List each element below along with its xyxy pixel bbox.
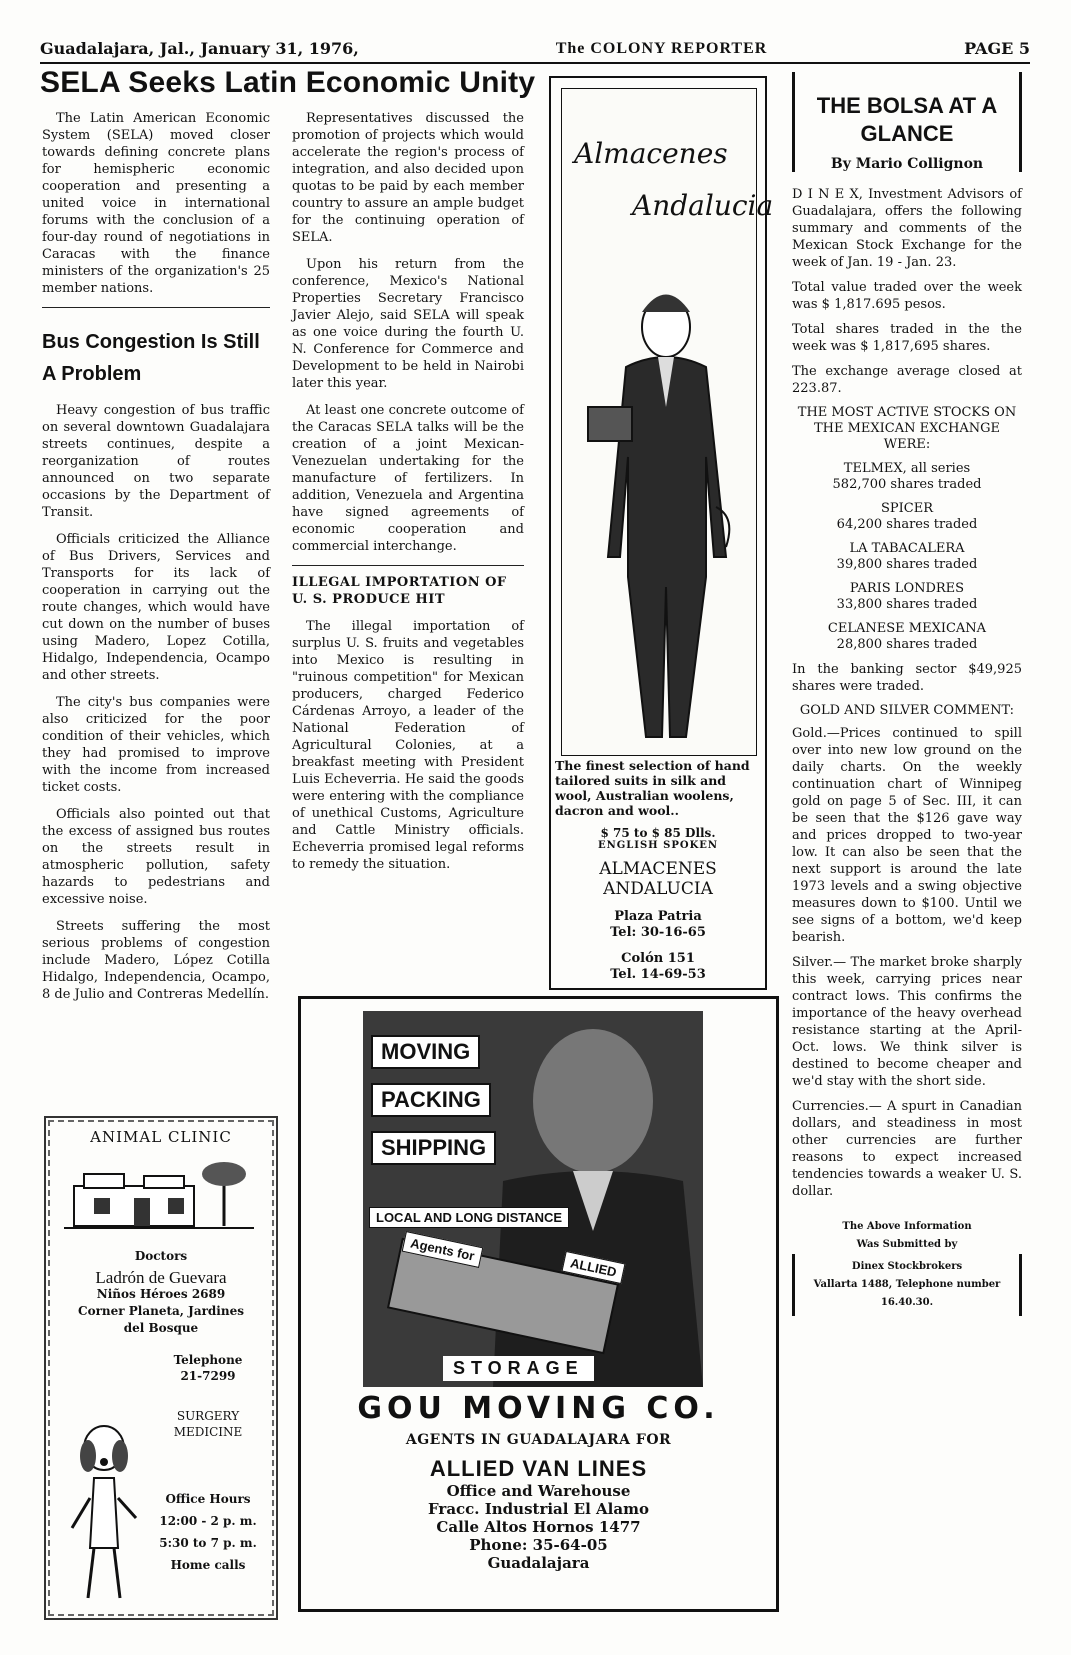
clinic-address: Corner Planeta, Jardines — [78, 1304, 244, 1318]
bolsa-average: The exchange average closed at 223.87. — [792, 364, 1022, 396]
hours: 5:30 to 7 p. m. — [159, 1536, 257, 1550]
stock-name: TELMEX, all series — [843, 461, 971, 476]
man-in-suit-illustration — [566, 257, 756, 757]
moving-text — [301, 1391, 776, 1572]
ad-name1: ALMACENES — [599, 859, 717, 879]
bolsa-intro: D I N E X, Investment Advisors of Guadalajara, offers the following summary and comments of the Mexican Stock Exchange for the week of Jan. 19 - Jan. 23. — [792, 187, 1022, 270]
gold-silver-header: GOLD AND SILVER COMMENT: — [799, 703, 1015, 718]
bus-paragraph: The city's bus companies were also criticized for the poor condition of their vehicles, which they had promised to improve with the income from increased ticket costs. — [42, 695, 270, 795]
stock-traded: 64,200 shares traded — [836, 517, 978, 532]
moving-line: Guadalajara — [487, 1554, 590, 1572]
illegal-headline: ILLEGAL IMPORTATION OF U. S. PRODUCE HIT — [292, 575, 507, 607]
bus-paragraph: Heavy congestion of bus traffic on several downtown Guadalajara streets continues, despite a reorganization of routes announced on two separate occasions by the Department of Transit. — [42, 403, 270, 520]
clinic-hours — [146, 1488, 270, 1576]
footer-line: Dinex Stockbrokers — [851, 1261, 963, 1272]
masthead — [40, 36, 1030, 64]
stock-item — [792, 461, 1022, 493]
hours: 12:00 - 2 p. m. — [159, 1514, 257, 1528]
currency-comment: Currencies.— A spurt in Canadian dollars, and steadiness in most other currencies are further reasons to expect increased tendencies towards a weaker U. S. dollar. — [792, 1099, 1022, 1199]
agents-line: AGENTS IN GUADALAJARA FOR — [405, 1432, 672, 1448]
stock-item — [792, 501, 1022, 533]
clinic-address: del Bosque — [123, 1321, 199, 1335]
divider — [42, 307, 270, 308]
sela-paragraph: The Latin American Economic System (SELA) moved closer towards defining concrete plans for hemispheric economic cooperation and presenting a united voice in international forums with the conclusion of a four-day round of negotiations in Caracas with the finance ministers of the organization's 25 member nations. — [42, 111, 270, 296]
bolsa-column — [792, 72, 1022, 1316]
gold-comment: Gold.—Prices continued to spill over into new low ground on the daily charts. On the weekly continuation chart of Winnipeg gold on page 5 of Sec. III, it can be seen that the $126 gave way and prices dropped to two-year low. It can also be seen that the next support is around the late 1973 levels and a swing objective measures down to $100. Until we see signs of a bottom, we'd keep bearish. — [792, 726, 1022, 945]
local-distance-tag: LOCAL AND LONG DISTANCE — [369, 1207, 569, 1228]
moving-line: Calle Altos Hornos 1477 — [436, 1518, 641, 1536]
stock-item — [792, 581, 1022, 613]
bolsa-shares: Total shares traded in the the week was $ 1,817,695 shares. — [792, 322, 1022, 354]
stock-traded: 39,800 shares traded — [836, 557, 978, 572]
stock-traded: 582,700 shares traded — [832, 477, 982, 492]
ad-brand-line2: Andalucia — [632, 189, 774, 222]
dog-cartoon-illustration — [64, 1418, 144, 1608]
column-1 — [42, 110, 270, 1013]
home-calls: Home calls — [170, 1558, 246, 1572]
sela-paragraph: Upon his return from the conference, Mexico's National Properties Secretary Francisco Javier Alejo, said SELA will speak as one voice during the fourth U. N. Conference for Commerce and Development to be held in Nairobi later this year. — [292, 257, 524, 391]
column-2 — [292, 110, 524, 883]
dateline: Guadalajara, Jal., January 31, 1976, — [40, 39, 359, 58]
divider — [292, 565, 524, 566]
ad-name2: ANDALUCIA — [603, 879, 713, 899]
page-number: PAGE 5 — [964, 39, 1030, 58]
service: SURGERY — [176, 1409, 240, 1423]
stock-item — [792, 621, 1022, 653]
clinic-address: Niños Héroes 2689 — [96, 1287, 226, 1301]
doctor-name: Ladrón de Guevara — [95, 1268, 227, 1287]
clinic-telephone — [146, 1352, 270, 1384]
moving-photo — [363, 1011, 703, 1387]
allied-truck-tag: ALLIED — [561, 1251, 625, 1284]
stock-name: SPICER — [880, 501, 933, 516]
stock-traded: 33,800 shares traded — [836, 597, 978, 612]
bolsa-body — [792, 186, 1022, 1200]
gou-moving-ad — [298, 996, 779, 1612]
bolsa-value: Total value traded over the week was $ 1,817.695 pesos. — [792, 280, 1022, 312]
bus-paragraph: Officials also pointed out that the excess of assigned bus routes on the streets result in atmospheric pollution, safety hazards to pedestrians and excessive noise. — [42, 807, 270, 907]
sela-headline: SELA Seeks Latin Economic Unity — [40, 66, 536, 99]
shipping-tag: SHIPPING — [371, 1131, 496, 1165]
moving-line: Phone: 35-64-05 — [469, 1536, 608, 1554]
ad-brand-line1: Almacenes — [574, 137, 728, 170]
stock-name: LA TABACALERA — [849, 541, 965, 556]
ad-language: ENGLISH SPOKEN — [597, 840, 719, 851]
storage-tag: STORAGE — [443, 1356, 594, 1381]
allied-van-lines: ALLIED VAN LINES — [429, 1456, 648, 1481]
bolsa-header-box — [792, 72, 1022, 172]
stock-name: PARIS LONDRES — [849, 581, 965, 596]
ad-address3: Colón 151 — [621, 951, 695, 966]
sela-paragraph: Representatives discussed the promotion of projects which would accelerate the region's process of integration, and also decided upon quotas to be paid by each member country to assure an ample budget for the continuing operation of SELA. — [292, 111, 524, 245]
packing-tag: PACKING — [371, 1083, 491, 1117]
ad-address1: Plaza Patria — [614, 909, 702, 924]
ad-address2: Tel: 30-16-65 — [610, 925, 706, 940]
clinic-title: ANIMAL CLINIC — [90, 1128, 232, 1146]
footer-line: 16.40.30. — [880, 1297, 934, 1308]
sela-paragraph: At least one concrete outcome of the Caracas SELA talks will be the creation of a joint Mexican-Venezuelan undertaking for the manufacture of fertilizers. In addition, Venezuela and Argentina have signed agreements of economic cooperation and commercial interchange. — [292, 403, 524, 554]
footer-line: Was Submitted by — [856, 1239, 958, 1250]
clinic-doctors — [46, 1248, 276, 1337]
stock-item — [792, 541, 1022, 573]
company-name: GOU MOVING CO. — [357, 1391, 720, 1426]
bolsa-footer — [792, 1218, 1022, 1316]
footer-line: Vallarta 1488, Telephone number — [813, 1279, 1001, 1290]
footer-line: The Above Information — [842, 1221, 972, 1232]
paper-name: The COLONY REPORTER — [555, 40, 768, 57]
bus-paragraph: Officials criticized the Alliance of Bus Drivers, Services and Transports for its lack of cooperation in carrying out the route changes, which would have cut down on the number of buses using Madero, Lopez Cotilla, Hidalgo, Independencia, Ocampo and other streets. — [42, 532, 270, 683]
ad-address4: Tel. 14-69-53 — [610, 967, 706, 982]
moving-line: Office and Warehouse — [446, 1482, 631, 1500]
ad-price: $ 75 to $ 85 Dlls. — [600, 826, 716, 840]
illegal-paragraph: The illegal importation of surplus U. S. fruits and vegetables into Mexico is resulting in "ruinous competition" for Mexican producers, charged Federico Cárdenas Arroyo, a leader of the National Federation of Agricultural Colonies, at a breakfast meeting with President Luis Echeverria. He said the goods were entering with the compliance of unethical Customs, Agriculture and Cattle Ministry officials. Echeverria promised legal reforms to remedy the situation. — [292, 619, 524, 872]
telephone-number: 21-7299 — [180, 1369, 236, 1383]
bus-headline: Bus Congestion Is Still A Problem — [42, 331, 260, 385]
bolsa-byline: By Mario Collignon — [830, 156, 984, 172]
stock-name: CELANESE MEXICANA — [827, 621, 987, 636]
ad-illustration-frame — [561, 88, 774, 756]
moving-line: Fracc. Industrial El Alamo — [428, 1500, 649, 1518]
bolsa-title: THE BOLSA AT A GLANCE — [816, 93, 998, 146]
ad-tagline: The finest selection of hand tailored suits in silk and wool, Australian woolens, dacron and wool.. — [555, 758, 750, 818]
active-stocks-header: THE MOST ACTIVE STOCKS ON THE MEXICAN EXCHANGE WERE: — [797, 405, 1017, 452]
service: MEDICINE — [173, 1425, 243, 1439]
moving-tag: MOVING — [371, 1035, 480, 1069]
doctors-label: Doctors — [134, 1249, 188, 1263]
agents-for-tag: Agents for — [402, 1231, 484, 1268]
ad-text — [555, 758, 761, 983]
bolsa-banking: In the banking sector $49,925 shares were traded. — [792, 662, 1022, 694]
almacenes-ad — [549, 76, 774, 990]
hours-label: Office Hours — [165, 1492, 251, 1506]
silver-comment: Silver.— The market broke sharply this week, carrying prices near contract lows. This confirms the importance of the heavy overhead resistance starting at the April-Oct. lows. We think silver is destined to become cheaper and we'd stay with the short side. — [792, 955, 1022, 1089]
clinic-building-illustration — [64, 1156, 254, 1236]
animal-clinic-ad — [44, 1116, 278, 1620]
clinic-services — [146, 1408, 270, 1440]
bus-paragraph: Streets suffering the most serious problems of congestion include Madero, López Cotilla Hidalgo, Independencia, Ocampo, 8 de Julio and Contreras Medellín. — [42, 919, 270, 1002]
telephone-label: Telephone — [173, 1353, 243, 1367]
stock-traded: 28,800 shares traded — [836, 637, 978, 652]
footer-box — [792, 1254, 1022, 1316]
